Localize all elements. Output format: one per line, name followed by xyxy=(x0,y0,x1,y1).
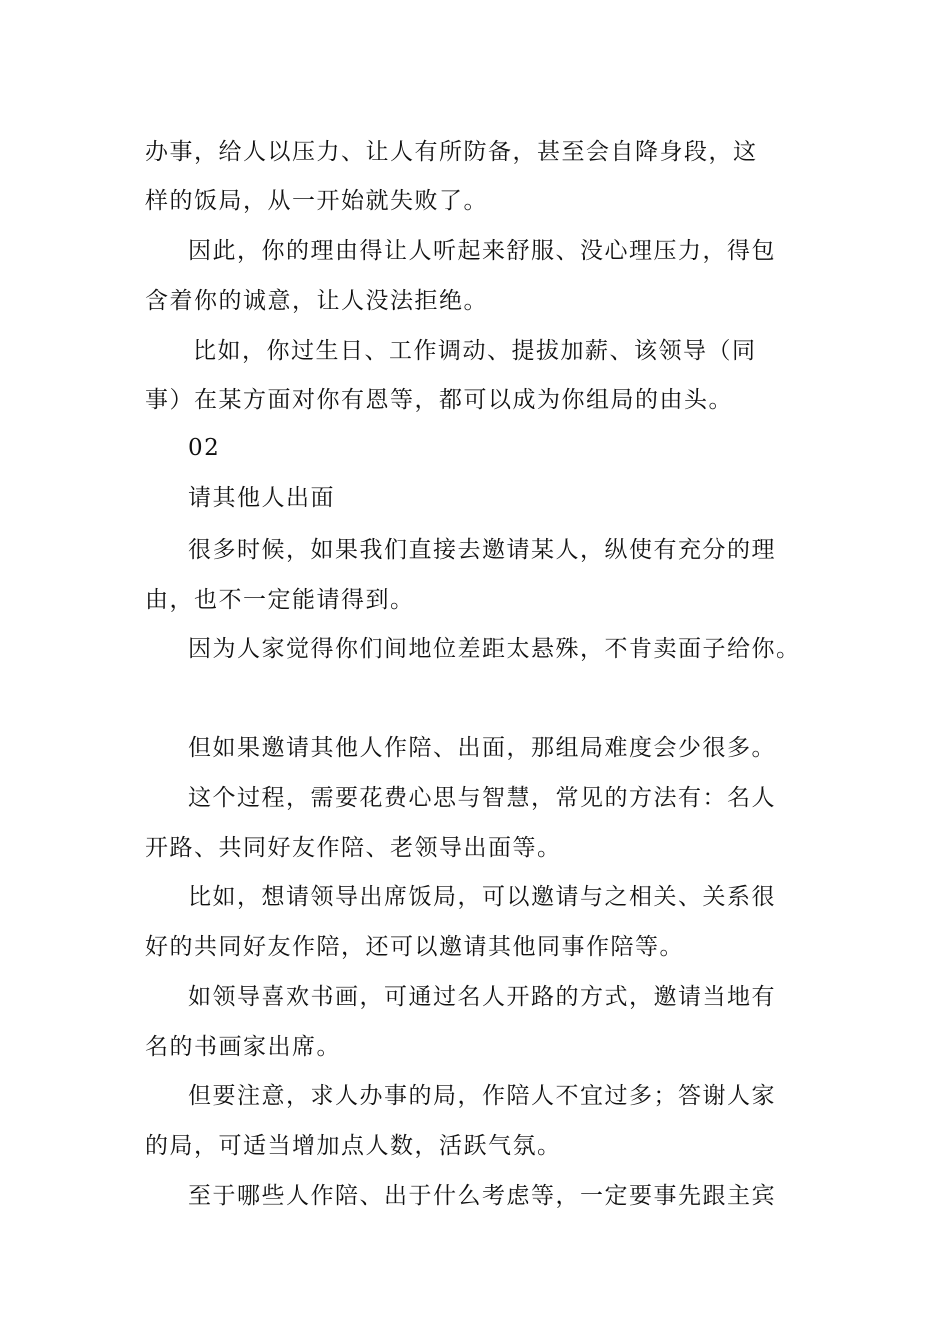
text-line: 好的共同好友作陪，还可以邀请其他同事作陪等。 xyxy=(145,934,684,960)
paragraph-line: 比如，你过生日、工作调动、提拔加薪、该领导（同 xyxy=(193,338,757,364)
text-line: 的局，可适当增加点人数，活跃气氛。 xyxy=(145,1133,562,1159)
section-number: 02 xyxy=(188,435,221,461)
section-heading: 请其他人出面 xyxy=(188,485,335,511)
paragraph-line: 因此，你的理由得让人听起来舒服、没心理压力，得包 xyxy=(188,238,776,264)
text-line: 开路、共同好友作陪、老领导出面等。 xyxy=(145,835,562,861)
text-line: 含着你的诚意，让人没法拒绝。 xyxy=(145,288,488,314)
text-line: 名的书画家出席。 xyxy=(145,1034,341,1060)
paragraph-line: 很多时候，如果我们直接去邀请某人，纵使有充分的理 xyxy=(188,537,776,563)
text-line: 样的饭局，从一开始就失败了。 xyxy=(145,188,488,214)
text-line: 由，也不一定能请得到。 xyxy=(145,587,415,613)
paragraph-line: 因为人家觉得你们间地位差距太悬殊，不肯卖面子给你。 xyxy=(188,636,801,662)
paragraph-line: 但要注意，求人办事的局，作陪人不宜过多；答谢人家 xyxy=(188,1083,776,1109)
text-line: 事）在某方面对你有恩等，都可以成为你组局的由头。 xyxy=(145,387,733,413)
paragraph-line: 至于哪些人作陪、出于什么考虑等，一定要事先跟主宾 xyxy=(188,1183,776,1209)
paragraph-line: 比如，想请领导出席饭局，可以邀请与之相关、关系很 xyxy=(188,884,776,910)
paragraph-line: 但如果邀请其他人作陪、出面，那组局难度会少很多。 xyxy=(188,735,776,761)
paragraph-line: 如领导喜欢书画，可通过名人开路的方式，邀请当地有 xyxy=(188,984,776,1010)
text-line: 办事，给人以压力、让人有所防备，甚至会自降身段，这 xyxy=(145,139,758,165)
paragraph-line: 这个过程，需要花费心思与智慧，常见的方法有：名人 xyxy=(188,785,776,811)
